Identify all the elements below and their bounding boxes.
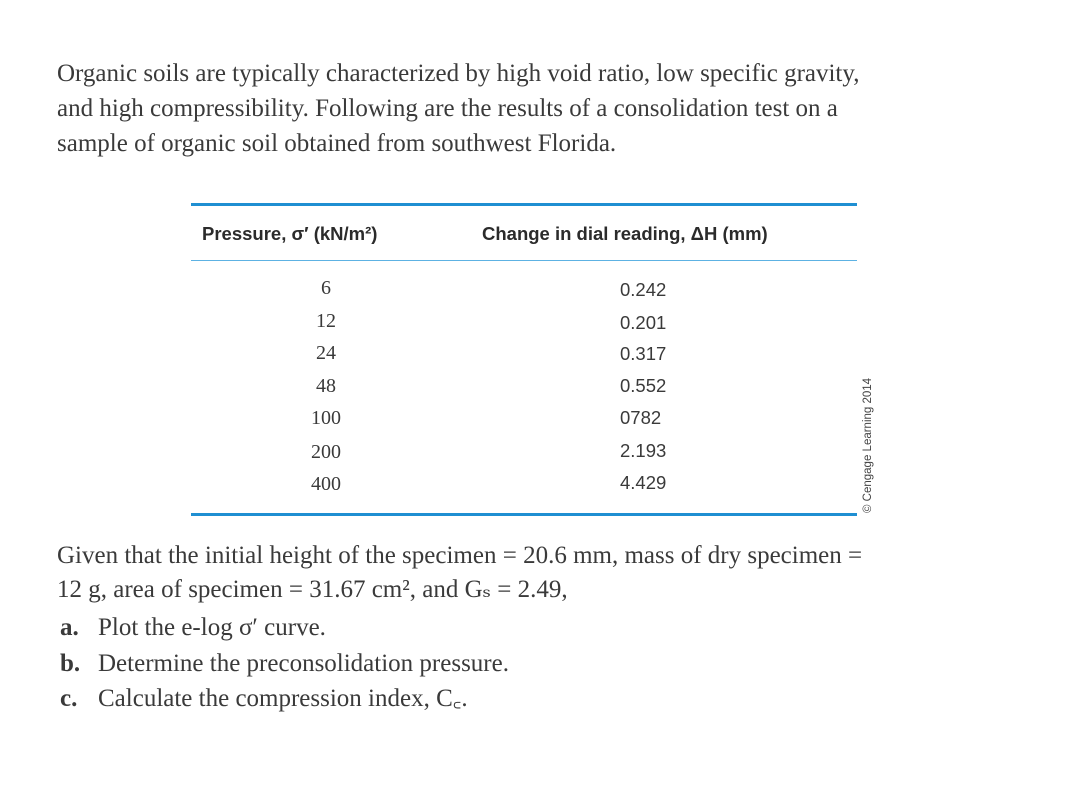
intro-line-2: and high compressibility. Following are the results of a consolidation test on a bbox=[57, 95, 838, 122]
pressure-cell: 200 bbox=[311, 441, 341, 463]
table-bottom-rule bbox=[191, 513, 857, 516]
given-line-1: Given that the initial height of the specimen = 20.6 mm, mass of dry specimen = bbox=[57, 542, 863, 569]
dial-cell: 0782 bbox=[620, 407, 662, 428]
pressure-cell: 400 bbox=[311, 473, 341, 495]
table-header-rule bbox=[191, 260, 857, 261]
question-c bbox=[60, 682, 468, 716]
pressure-cell: 24 bbox=[316, 342, 336, 364]
given-data bbox=[57, 539, 1057, 607]
question-letter: c. bbox=[60, 685, 78, 712]
dial-cell: 0.242 bbox=[620, 279, 667, 300]
header-dial-reading: Change in dial reading, ΔH (mm) bbox=[482, 223, 768, 244]
question-letter: b. bbox=[60, 650, 81, 677]
table-top-rule bbox=[191, 203, 857, 206]
header-pressure: Pressure, σ′ (kN/m²) bbox=[202, 223, 378, 244]
dial-cell: 0.317 bbox=[620, 343, 667, 364]
pressure-cell: 100 bbox=[311, 407, 341, 429]
question-letter: a. bbox=[60, 614, 79, 641]
pressure-cell: 12 bbox=[316, 310, 336, 332]
given-line-2: 12 g, area of specimen = 31.67 cm², and Gₛ = 2.49, bbox=[57, 576, 568, 603]
question-text: Determine the preconsolidation pressure. bbox=[98, 650, 509, 677]
question-b bbox=[60, 647, 509, 681]
pressure-cell: 48 bbox=[316, 375, 336, 397]
dial-cell: 0.552 bbox=[620, 375, 667, 396]
intro-line-1: Organic soils are typically characterized by high void ratio, low specific gravity, bbox=[57, 60, 860, 87]
dial-cell: 2.193 bbox=[620, 440, 667, 461]
dial-cell: 4.429 bbox=[620, 472, 667, 493]
dial-cell: 0.201 bbox=[620, 312, 667, 333]
pressure-cell: 6 bbox=[321, 277, 331, 299]
question-text: Plot the e-log σ′ curve. bbox=[98, 614, 326, 641]
problem-intro bbox=[57, 56, 1047, 161]
question-text: Calculate the compression index, C꜀. bbox=[98, 685, 468, 712]
copyright-notice: © Cengage Learning 2014 bbox=[862, 377, 874, 513]
question-a bbox=[60, 611, 326, 645]
intro-line-3: sample of organic soil obtained from southwest Florida. bbox=[57, 130, 617, 157]
